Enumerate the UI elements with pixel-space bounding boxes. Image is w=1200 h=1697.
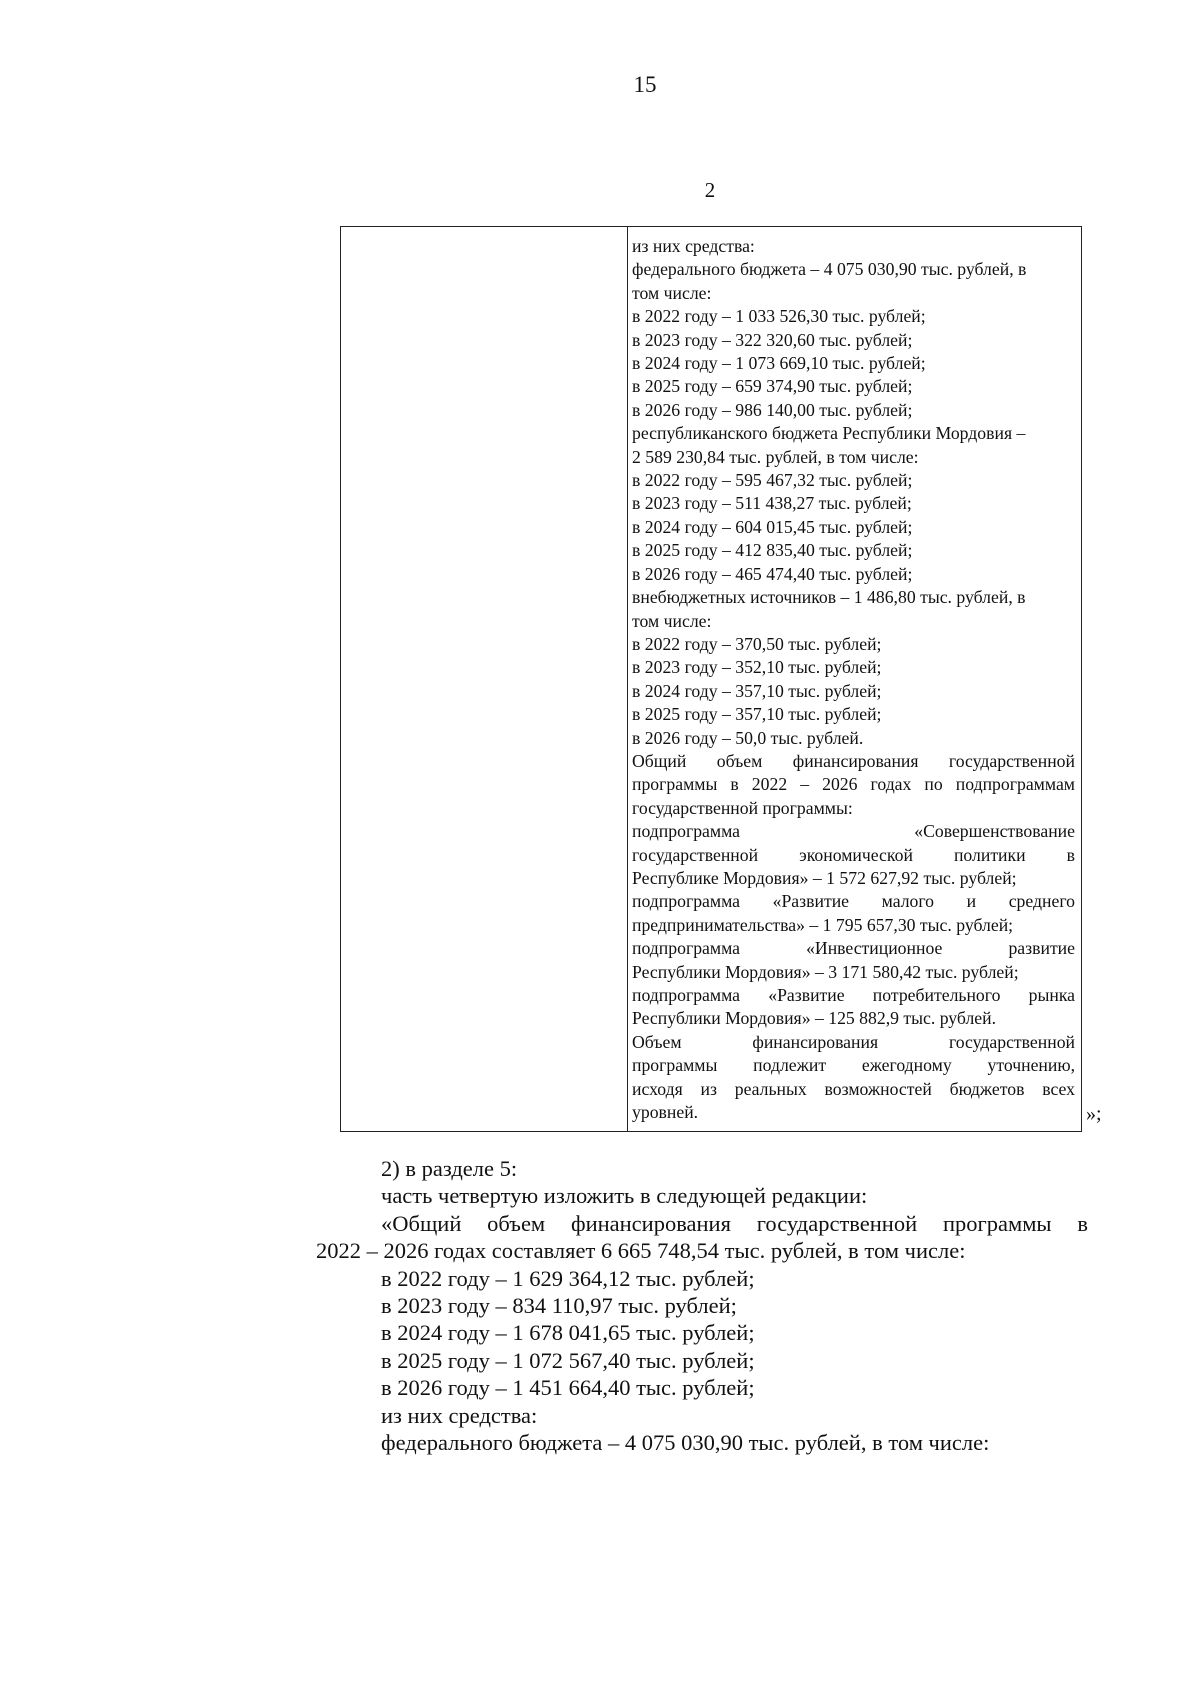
paragraph: в 2022 году – 1 629 364,12 тыс. рублей;	[381, 1265, 755, 1291]
table-line: программы в 2022 – 2026 годах по подпрограммам	[632, 774, 1075, 795]
body-text	[316, 1155, 1088, 1456]
table-line: подпрограмма «Совершенствование	[632, 821, 1075, 842]
paragraph: в 2024 году – 1 678 041,65 тыс. рублей;	[381, 1320, 755, 1346]
paragraph: из них средства:	[381, 1402, 538, 1428]
table-line: в 2022 году – 595 467,32 тыс. рублей;	[632, 470, 913, 491]
table-line: в 2023 году – 352,10 тыс. рублей;	[632, 657, 882, 678]
table-line: в 2024 году – 604 015,45 тыс. рублей;	[632, 516, 913, 537]
paragraph: в 2023 году – 834 110,97 тыс. рублей;	[381, 1293, 737, 1319]
table-line: в 2026 году – 50,0 тыс. рублей.	[632, 727, 864, 748]
table-right-cell	[628, 227, 1081, 1131]
table-left-cell	[341, 227, 628, 1131]
paragraph: федерального бюджета – 4 075 030,90 тыс. рублей, в том числе:	[381, 1430, 990, 1456]
paragraph: 2) в разделе 5:	[381, 1156, 518, 1181]
paragraph: в 2025 году – 1 072 567,40 тыс. рублей;	[381, 1347, 755, 1373]
table-line: подпрограмма «Развитие малого и среднего	[632, 891, 1075, 912]
table-line: том числе:	[632, 610, 712, 631]
table-line: государственной программы:	[632, 797, 853, 818]
table-line: Общий объем финансирования государственной	[632, 750, 1075, 771]
table-line: уровней.	[632, 1102, 699, 1123]
table-line: федерального бюджета – 4 075 030,90 тыс. рублей, в	[632, 259, 1027, 280]
table-line: в 2025 году – 659 374,90 тыс. рублей;	[632, 376, 913, 397]
table-line: исходя из реальных возможностей бюджетов всех	[632, 1078, 1075, 1099]
table-line: в 2024 году – 357,10 тыс. рублей;	[632, 680, 882, 701]
table-line: в 2026 году – 465 474,40 тыс. рублей;	[632, 563, 913, 584]
inner-page-number: 2	[704, 178, 716, 202]
table-line: в 2024 году – 1 073 669,10 тыс. рублей;	[632, 353, 926, 374]
closing-quote: »;	[1086, 1103, 1102, 1125]
table-line: 2 589 230,84 тыс. рублей, в том числе:	[632, 446, 919, 467]
table-line: подпрограмма «Развитие потребительного рынка	[632, 985, 1075, 1005]
table-line: в 2022 году – 370,50 тыс. рублей;	[632, 633, 882, 654]
paragraph: часть четвертую изложить в следующей редакции:	[381, 1183, 868, 1209]
table-line: том числе:	[632, 282, 712, 303]
paragraph: «Общий объем финансирования государственной программы в	[381, 1210, 1088, 1236]
table-line: подпрограмма «Инвестиционное развитие	[632, 938, 1075, 959]
table-line: республиканского бюджета Республики Мордовия –	[632, 423, 1026, 444]
table-line: государственной экономической политики в	[632, 844, 1075, 865]
table-line: Республике Мордовия» – 1 572 627,92 тыс. рублей;	[632, 867, 1017, 888]
table-line: в 2023 году – 511 438,27 тыс. рублей;	[632, 493, 912, 514]
table-line: предпринимательства» – 1 795 657,30 тыс. рублей;	[632, 914, 1014, 935]
table-line: Объем финансирования государственной	[632, 1031, 1075, 1052]
table-line: внебюджетных источников – 1 486,80 тыс. рублей, в	[632, 587, 1026, 608]
table-line: программы подлежит ежегодному уточнению,	[632, 1055, 1075, 1076]
table-line: в 2025 году – 412 835,40 тыс. рублей;	[632, 540, 913, 561]
table-line: в 2025 году – 357,10 тыс. рублей;	[632, 704, 882, 725]
table-line: в 2026 году – 986 140,00 тыс. рублей;	[632, 399, 913, 420]
page-number: 15	[633, 72, 657, 97]
table-line: Республики Мордовия» – 3 171 580,42 тыс. рублей;	[632, 961, 1019, 982]
paragraph: в 2026 году – 1 451 664,40 тыс. рублей;	[381, 1375, 755, 1401]
table-line: из них средства:	[632, 236, 755, 256]
paragraph: 2022 – 2026 годах составляет 6 665 748,54 тыс. рублей, в том числе:	[316, 1238, 966, 1264]
table-line: Республики Мордовия» – 125 882,9 тыс. рублей.	[632, 1008, 997, 1029]
table-line: в 2022 году – 1 033 526,30 тыс. рублей;	[632, 306, 926, 327]
funding-table	[340, 226, 1082, 1132]
table-line: в 2023 году – 322 320,60 тыс. рублей;	[632, 329, 913, 350]
